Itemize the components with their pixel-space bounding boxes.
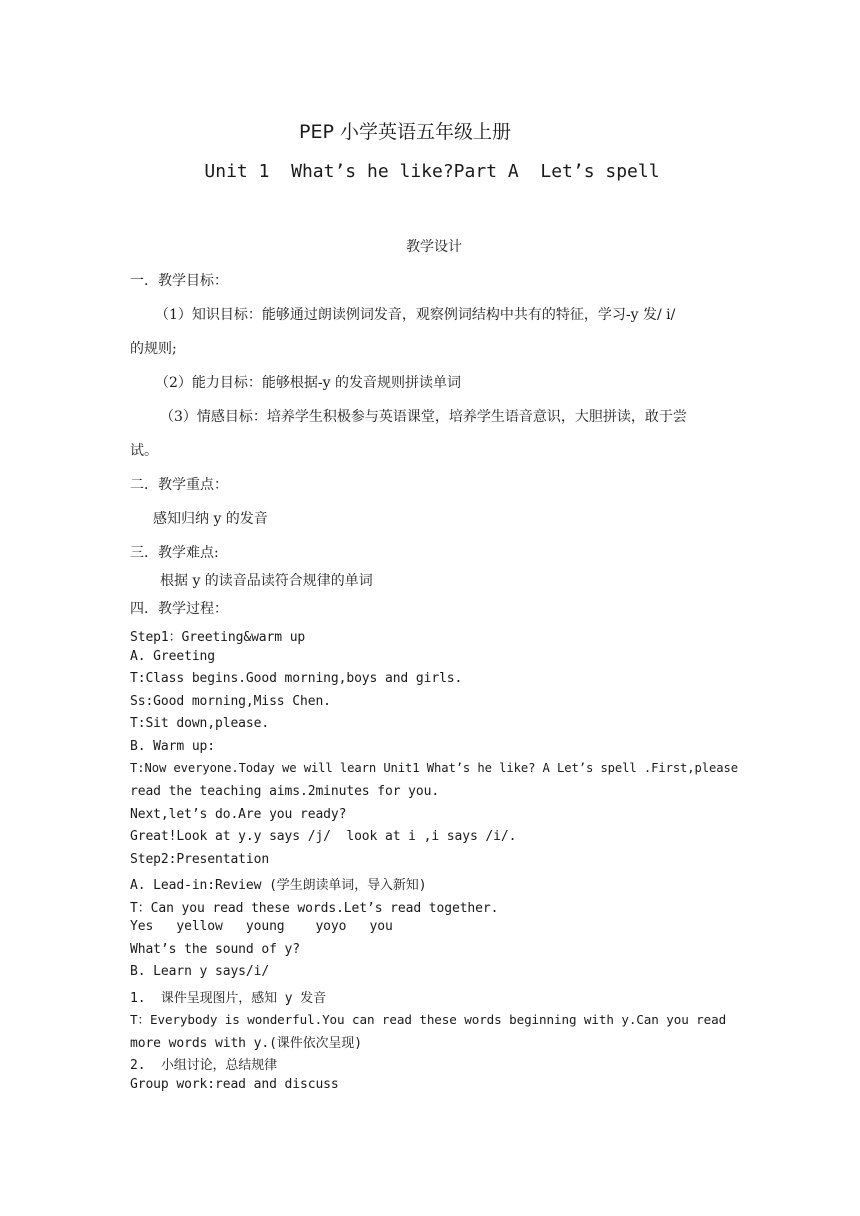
process-line: T:Now everyone.Today we will learn Unit1 What’s he like? A Let’s spell .First,please bbox=[130, 761, 738, 775]
process-line: Yes yellow young yoyo you bbox=[130, 919, 393, 934]
process-line: Group work:read and discuss bbox=[130, 1077, 339, 1092]
goal-knowledge-line1: （1）知识目标：能够通过朗读例词发音，观察例词结构中共有的特征，学习-y 发/ i/ bbox=[155, 307, 676, 323]
goal-ability: （2）能力目标：能够根据-y 的发音规则拼读单词 bbox=[155, 375, 461, 391]
process-line: Step1：Greeting&warm up bbox=[130, 630, 306, 645]
process-line: T：Everybody is wonderful.You can read these words beginning with y.Can you read bbox=[130, 1012, 727, 1027]
process-line: T:Class begins.Good morning,boys and girls. bbox=[130, 671, 463, 686]
process-line: T：Can you read these words.Let’s read together. bbox=[130, 901, 499, 916]
difficulties-content: 根据 y 的读音品读符合规律的单词 bbox=[160, 573, 373, 589]
process-line: read the teaching aims.2minutes for you. bbox=[130, 784, 440, 799]
process-line: What’s the sound of y? bbox=[130, 942, 300, 957]
document-subtitle: Unit 1 What’s he like?Part A Let’s spell bbox=[204, 161, 660, 182]
process-line: 1. 课件呈现图片，感知 y 发音 bbox=[130, 991, 326, 1006]
design-heading: 教学设计 bbox=[406, 239, 462, 255]
goal-knowledge-line2: 的规则; bbox=[130, 341, 177, 357]
process-line: Next,let’s do.Are you ready? bbox=[130, 807, 347, 822]
process-line: Step2:Presentation bbox=[130, 852, 270, 867]
process-line: A. Greeting bbox=[130, 649, 215, 664]
section-heading-process: 四．教学过程： bbox=[130, 601, 228, 617]
section-heading-difficulties: 三．教学难点: bbox=[130, 545, 219, 561]
process-line: Ss:Good morning,Miss Chen. bbox=[130, 694, 331, 709]
section-heading-key-points: 二．教学重点： bbox=[130, 477, 228, 493]
key-points-content: 感知归纳 y 的发音 bbox=[153, 511, 268, 527]
goal-emotion-line1: （3）情感目标：培养学生积极参与英语课堂，培养学生语音意识，大胆拼读，敢于尝 bbox=[160, 409, 687, 425]
goal-emotion-line2: 试。 bbox=[130, 443, 158, 459]
process-line: B. Learn y says/i/ bbox=[130, 964, 270, 979]
process-line: 2. 小组讨论，总结规律 bbox=[130, 1058, 278, 1073]
document-title: PEP 小学英语五年级上册 bbox=[299, 121, 511, 143]
process-line: Great!Look at y.y says /j/ look at i ,i says /i/. bbox=[130, 829, 517, 844]
section-heading-goals: 一．教学目标： bbox=[130, 273, 228, 289]
process-line: A. Lead-in:Review (学生朗读单词，导入新知) bbox=[130, 878, 427, 893]
process-line: more words with y.(课件依次呈现) bbox=[130, 1036, 362, 1051]
process-line: T:Sit down,please. bbox=[130, 716, 270, 731]
process-line: B. Warm up: bbox=[130, 739, 215, 754]
